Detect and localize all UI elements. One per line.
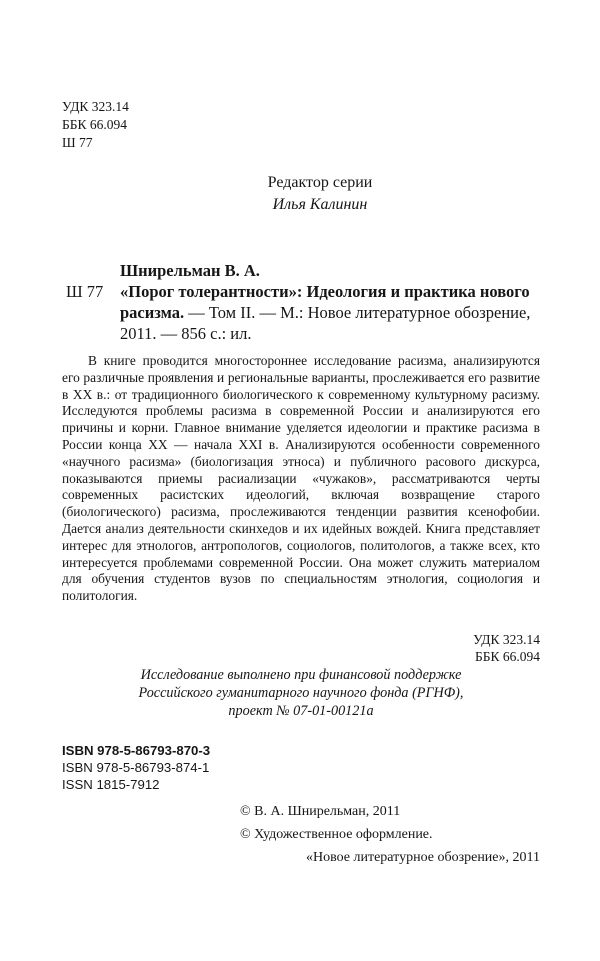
bib-details: — Том II. — М.: Новое литературное обозрение, 2011. — 856 с.: ил.	[120, 303, 531, 343]
classification-codes	[62, 98, 129, 152]
funding-note	[62, 666, 540, 720]
copyright-author: © В. А. Шнирельман, 2011	[240, 804, 401, 819]
bib-title: «Порог толерантности»: Идеология и практика нового расизма.	[120, 282, 530, 322]
classification-codes-right	[400, 631, 540, 665]
bibliographic-record	[62, 260, 540, 344]
issn: ISSN 1815-7912	[62, 777, 160, 792]
funding-line-3: проект № 07-01-00121а	[228, 703, 374, 719]
udk-code-right: УДК 323.14	[473, 632, 540, 647]
bbk-code: ББК 66.094	[62, 117, 128, 132]
copyright-publisher: «Новое литературное обозрение», 2011	[305, 850, 540, 865]
isbn-main: ISBN 978-5-86793-870-3	[62, 743, 211, 758]
bib-author: Шнирельман В. А.	[120, 261, 260, 280]
abstract-text: В книге проводится многостороннее исследование расизма, анализируются его различные проявления и региональные варианты, прослеживается его развитие в XX в.: от традиционного биологического к современному культурному расизму. Исследуются проблемы расизма в современной России и анализируются его причины и корни. Главное внимание уделяется идеологии и практике расизма в России конца XX — начала XXI в. Анализируются особенности современного «научного расизма» (биологизация этноса) и публичного расового дискурса, показываются приемы расиализации «чужаков», рассматриваются черты современных расистских идеологий, включая возвращение старого (биологического) расизма, прослеживаются тенденции развития ксенофобии. Дается анализ деятельности скинхедов и их идейных вождей. Книга представляет интерес для этнологов, антропологов, социологов, политологов, а также всех, кто интересуется проблемами современной России. Она может служить материалом для обучения студентов вузов по специальностям этнология, социология и политология.	[62, 353, 540, 604]
series-editor-title: Редактор серии	[267, 174, 373, 191]
funding-line-2: Российского гуманитарного научного фонда (РГНФ),	[138, 685, 464, 701]
funding-line-1: Исследование выполнено при финансовой поддержке	[140, 667, 462, 683]
author-mark: Ш 77	[62, 135, 93, 150]
series-editor-name: Илья Калинин	[272, 196, 368, 213]
copyright-block	[240, 800, 540, 869]
copyright-design: © Художественное оформление.	[240, 827, 433, 842]
abstract	[62, 353, 540, 605]
bib-entry	[62, 281, 540, 344]
bib-body	[120, 281, 540, 344]
udk-code: УДК 323.14	[62, 99, 129, 114]
isbn-block	[62, 742, 210, 793]
bib-code: Ш 77	[66, 282, 104, 301]
isbn-second: ISBN 978-5-86793-874-1	[62, 760, 210, 775]
bbk-code-right: ББК 66.094	[474, 649, 540, 664]
